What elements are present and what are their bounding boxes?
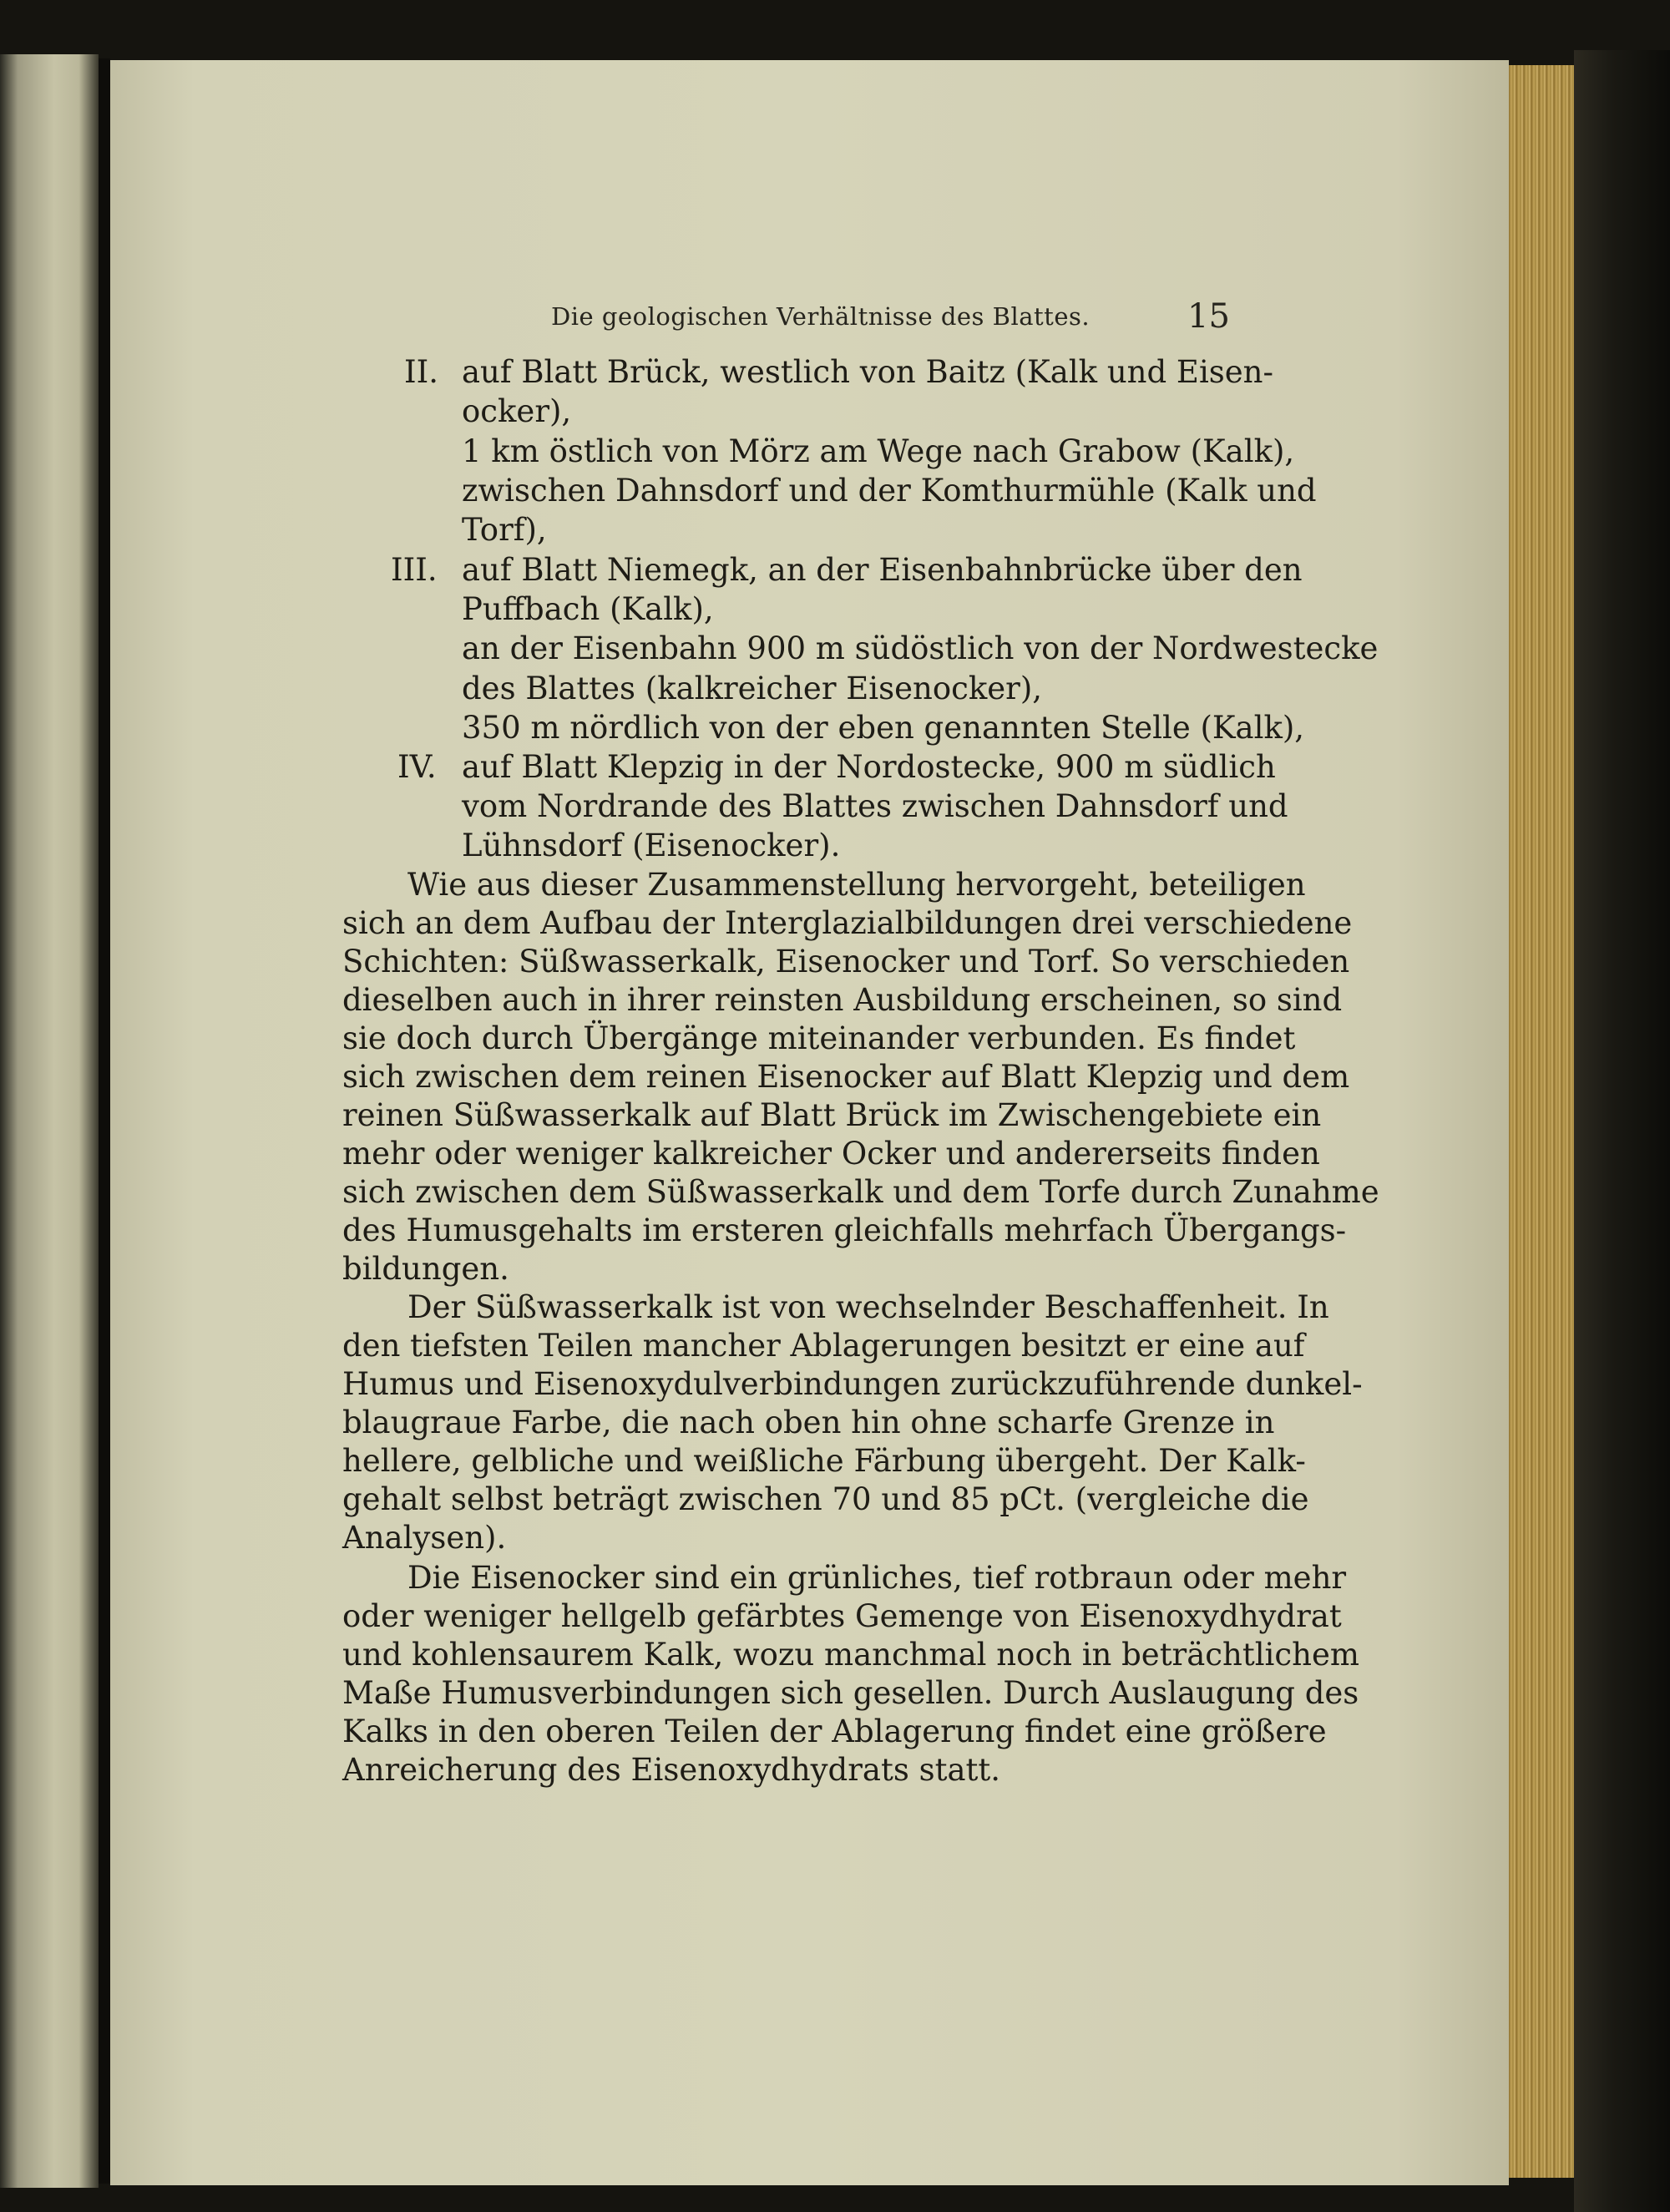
paragraph-line: blaugraue Farbe, die nach oben hin ohne scharfe Grenze in [342,1405,1275,1440]
paragraph-line: dieselben auch in ihrer reinsten Ausbildung erscheinen, so sind [342,982,1343,1018]
paragraph-line: sie doch durch Übergänge miteinander verbunden. Es findet [342,1020,1296,1056]
paragraph-line: sich zwischen dem Süßwasserkalk und dem Torfe durch Zunahme [342,1174,1379,1210]
paragraph-line: des Humusgehalts im ersteren gleichfalls mehrfach Übergangs- [342,1212,1347,1248]
item-numeral: II. [404,354,438,390]
item-line: 350 m nördlich von der eben genannten Stelle (Kalk), [462,710,1305,746]
item-line: auf Blatt Klepzig in der Nordostecke, 900 m südlich [462,749,1276,785]
paragraph-line: hellere, gelbliche und weißliche Färbung übergeht. Der Kalk- [342,1443,1306,1479]
paragraph-line: reinen Süßwasserkalk auf Blatt Brück im Zwischengebiete ein [342,1097,1322,1133]
item-line: Lühnsdorf (Eisenocker). [462,828,841,863]
paragraph-line: Analysen). [342,1520,507,1556]
paragraph-line: Maße Humusverbindungen sich gesellen. Durch Auslaugung des [342,1675,1359,1711]
paragraph-line: oder weniger hellgelb gefärbtes Gemenge von Eisenoxydhydrat [342,1598,1342,1634]
paragraph-line: Humus und Eisenoxydulverbindungen zurückzuführende dunkel- [342,1366,1363,1402]
item-line: auf Blatt Brück, westlich von Baitz (Kalk und Eisen- [462,354,1273,390]
left-page-edge [0,54,99,2188]
paragraph-line: sich zwischen dem reinen Eisenocker auf Blatt Klepzig und dem [342,1059,1350,1095]
book-cover-edge [1574,50,1670,2212]
paragraph-line: Wie aus dieser Zusammenstellung hervorgeht, beteiligen [407,867,1306,903]
item-line: Torf), [462,512,547,548]
item-line: Puffbach (Kalk), [462,591,714,627]
item-line: 1 km östlich von Mörz am Wege nach Grabow (Kalk), [462,433,1295,469]
paragraph-line: mehr oder weniger kalkreicher Ocker und andererseits finden [342,1136,1320,1172]
item-line: auf Blatt Niemegk, an der Eisenbahnbrücke über den [462,552,1303,588]
paragraph-line: gehalt selbst beträgt zwischen 70 und 85 pCt. (vergleiche die [342,1481,1309,1517]
paragraph-line: Kalks in den oberen Teilen der Ablagerung findet eine größere [342,1713,1327,1749]
item-line: zwischen Dahnsdorf und der Komthurmühle (Kalk und [462,473,1317,509]
running-header [551,297,1230,339]
paragraph-line: sich an dem Aufbau der Interglazialbildungen drei verschiedene [342,905,1353,941]
paragraph-line: Schichten: Süßwasserkalk, Eisenocker und Torf. So verschieden [342,944,1350,979]
item-line: an der Eisenbahn 900 m südöstlich von der Nordwestecke [462,630,1379,666]
item-numeral: IV. [397,749,437,785]
paragraph-line: Anreicherung des Eisenoxydhydrats statt. [342,1752,1001,1788]
book-gutter [99,58,110,2184]
running-title: Die geologischen Verhältnisse des Blattes. [551,302,1091,331]
item-numeral: III. [391,552,438,588]
item-line: des Blattes (kalkreicher Eisenocker), [462,671,1043,706]
paragraph-line: und kohlensaurem Kalk, wozu manchmal noch in beträchtlichem [342,1637,1359,1673]
paragraph-line: bildungen. [342,1251,509,1287]
paragraph-line: den tiefsten Teilen mancher Ablagerungen besitzt er eine auf [342,1328,1305,1364]
item-line: vom Nordrande des Blattes zwischen Dahnsdorf und [462,788,1288,824]
item-line: ocker), [462,393,572,429]
page-number: 15 [1187,297,1230,336]
paragraph-line: Der Süßwasserkalk ist von wechselnder Beschaffenheit. In [407,1289,1329,1325]
paragraph-line: Die Eisenocker sind ein grünliches, tief rotbraun oder mehr [407,1560,1347,1596]
page-fore-edge [1509,65,1574,2178]
